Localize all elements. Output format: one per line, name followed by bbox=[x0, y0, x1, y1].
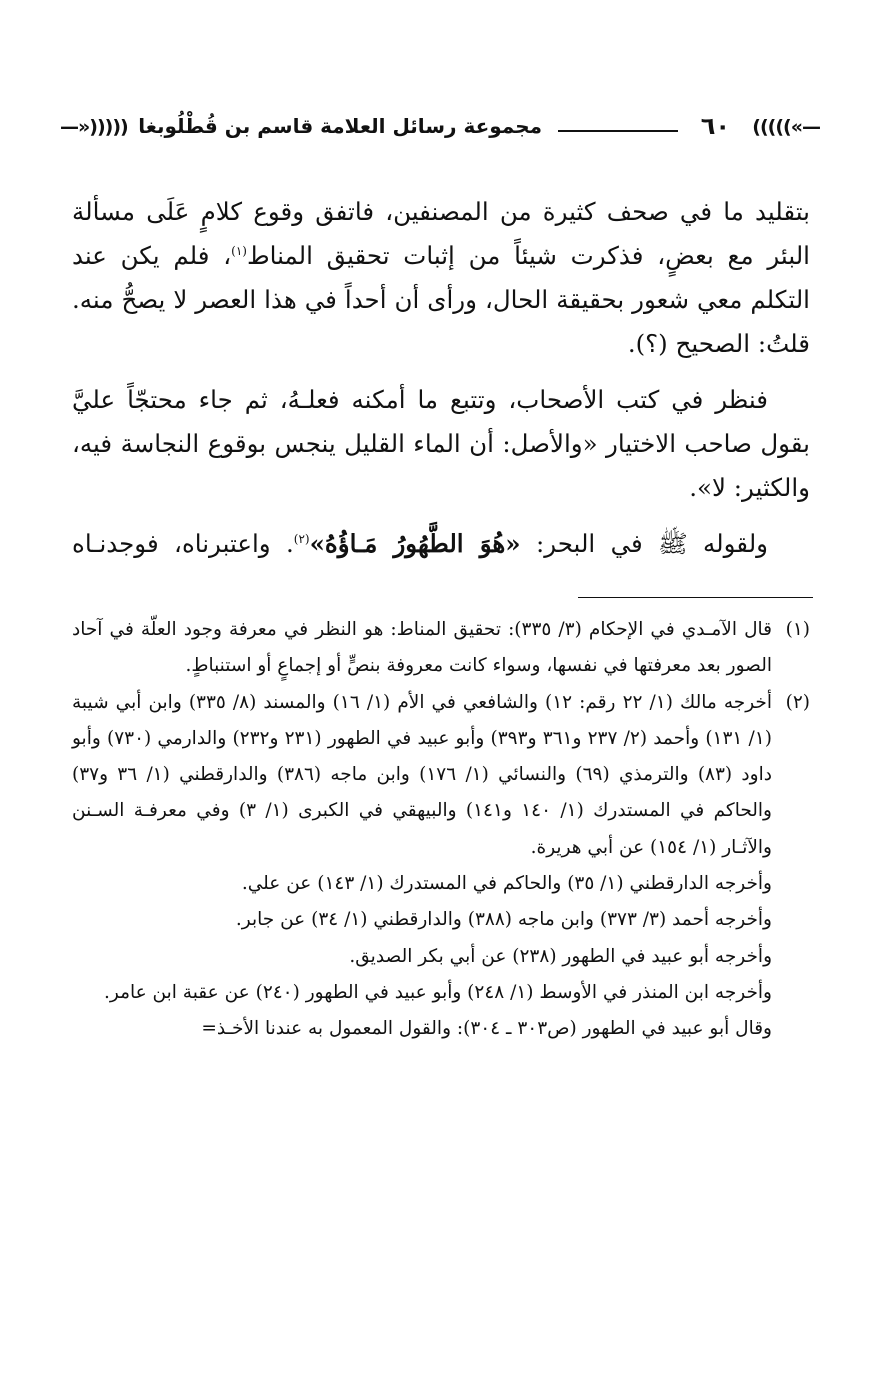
footnote-ref-2: (٢) bbox=[293, 531, 310, 546]
footnote-2 bbox=[72, 685, 810, 1048]
header-rule bbox=[558, 130, 678, 132]
footnote-2-line-uqba: وأخرجه ابن المنذر في الأوسط (١/ ٢٤٨) وأبو عبيد في الطهور (٢٤٠) عن عقبة ابن عامر. bbox=[104, 981, 772, 1003]
paragraph-3 bbox=[72, 522, 810, 566]
footnote-2-number: (٢) bbox=[785, 691, 810, 713]
running-header bbox=[60, 110, 820, 150]
header-title: مجموعة رسائل العلامة قاسم بن قُطْلُوبغا bbox=[138, 114, 542, 138]
paragraph-1-text-b: ، فلم يكن عند التكلم معي شعور بحقيقة الحال، ورأى أن أحداً في هذا العصر لا يصحُّ منه. قلتُ: الصحيح (؟). bbox=[72, 241, 810, 358]
footnote-2-line-jabir: وأخرجه أحمد (٣/ ٣٧٣) وابن ماجه (٣٨٨) والدارقطني (١/ ٣٤) عن جابر. bbox=[235, 909, 772, 931]
hadith-quote: «هُوَ الطَّهُورُ مَـاؤُهُ» bbox=[309, 529, 521, 558]
paragraph-2: فنظر في كتب الأصحاب، وتتبع ما أمكنه فعلـهُ، ثم جاء محتجّاً عليَّ بقول صاحب الاختيار «والأصل: أن الماء القليل ينجس بوقوع النجاسة فيه، والكثير: لا». bbox=[72, 385, 810, 502]
header-ornament-right: —»))))) bbox=[752, 116, 820, 138]
footnote-1-text: قال الآمـدي في الإحكام (٣/ ٣٣٥): تحقيق المناط: هو النظر في معرفة وجود العلّة في آحاد الصور بعد معرفتها في نفسها، وسواء كانت معروفة بنصٍّ أو إجماعٍ أو استنباطٍ. bbox=[72, 619, 772, 677]
page-number: ٦٠ bbox=[700, 112, 730, 140]
paragraph-1 bbox=[72, 190, 810, 366]
main-text bbox=[72, 190, 810, 578]
footnote-1-number: (١) bbox=[785, 619, 810, 640]
footnote-separator bbox=[578, 597, 813, 598]
footnote-2-text: أخرجه مالك (١/ ٢٢ رقم: ١٢) والشافعي في الأم (١/ ١٦) والمسند (٨/ ٣٣٥) وابن أبي شيبة (١/ ١٣١) وأحمد (٢/ ٢٣٧ و٣٦١ و٣٩٣) وأبو عبيد في الطهور (٢٣١ و٢٣٢) والدارمي (٧٣٠) وأبو داود (٨٣) والترمذي (٦٩) والنسائي (١/ ١٧٦) وابن ماجه (٣٨٦) والدارقطني (١/ ٣٦ و٣٧) والحاكم في المستدرك (١/ ١٤٠ و١٤١) والبيهقي في الكبرى (١/ ٣) وفي معرفـة السـنن والآثـار (١/ ١٥٤) عن أبي هريرة. bbox=[72, 691, 772, 858]
footnote-1 bbox=[72, 612, 810, 685]
paragraph-3-text-a: ولقوله ﷺ في البحر: bbox=[520, 529, 768, 558]
paragraph-3-text-b: . واعتبرناه، فوجدنـاه bbox=[72, 529, 294, 558]
footnotes bbox=[72, 612, 810, 1048]
footnote-ref-1: (١) bbox=[231, 243, 247, 258]
paragraph-1-text-a: بتقليد ما في صحف كثيرة من المصنفين، فاتفق وقوع كلامٍ عَلَى مسألة البئر مع بعضٍ، فذكرت شيئاً من إثبات تحقيق المناط bbox=[72, 197, 810, 270]
footnote-2-line-abuubayd: وقال أبو عبيد في الطهور (ص٣٠٣ ـ ٣٠٤): والقول المعمول به عندنا الأخـذ= bbox=[201, 1018, 772, 1040]
header-ornament-left: (((((«— bbox=[60, 116, 128, 138]
footnote-2-line-ali: وأخرجه الدارقطني (١/ ٣٥) والحاكم في المستدرك (١/ ١٤٣) عن علي. bbox=[241, 873, 772, 895]
footnote-2-line-abubakr: وأخرجه أبو عبيد في الطهور (٢٣٨) عن أبي بكر الصديق. bbox=[349, 945, 772, 967]
